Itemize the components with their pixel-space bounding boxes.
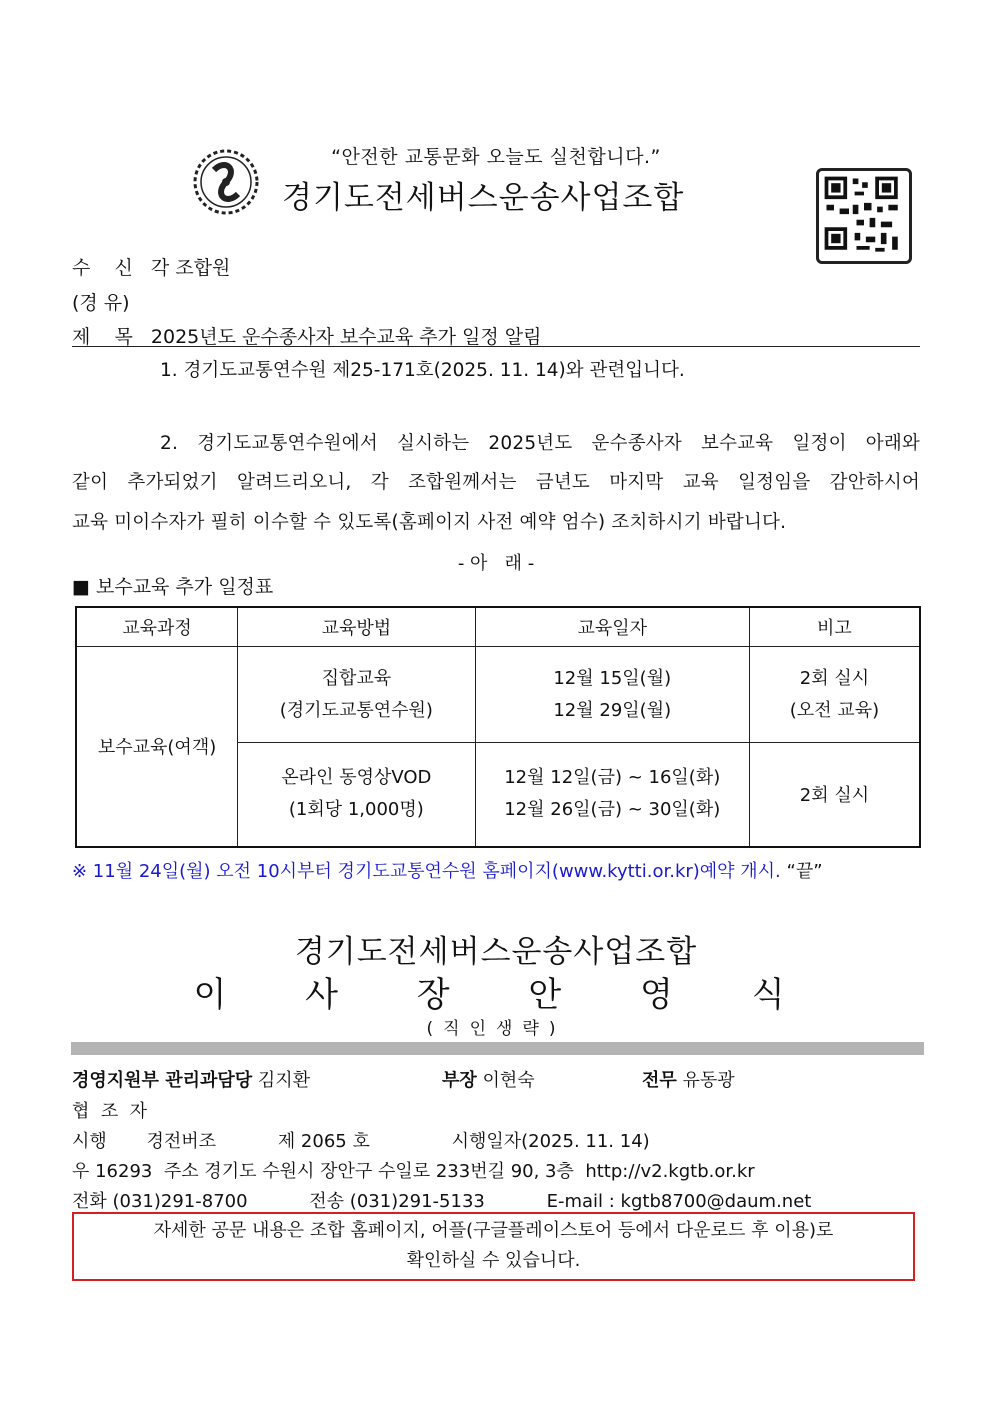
manager-role: 부장 (442, 1070, 477, 1091)
signature-title: 이 사 장 안 영 식 (193, 975, 819, 1015)
qr-code[interactable] (816, 168, 912, 264)
enforce-date: 시행일자(2025. 11. 14) (451, 1131, 650, 1152)
enforce-dept: 경전버조 (146, 1131, 217, 1152)
course-cell: 보수교육(여객) (76, 647, 238, 847)
via-label: (경 유) (72, 292, 130, 314)
manager-name: 이현숙 (482, 1070, 535, 1091)
method-cell (238, 743, 475, 847)
union-logo (192, 148, 260, 216)
seal-omitted: (직인생략) (426, 1019, 566, 1039)
note-line: (오전 교육) (789, 699, 880, 721)
below-heading: - 아 래 - (457, 553, 535, 574)
box-line: 확인하실 수 있습니다. (406, 1250, 581, 1271)
director-role: 전무 (642, 1070, 677, 1091)
fax: 전송 (031)291-5133 (309, 1191, 485, 1212)
reservation-notice (72, 857, 823, 883)
subject-text: 2025년도 운수종사자 보수교육 추가 일정 알림 (150, 326, 542, 348)
doc-number: 제 2065 호 (277, 1131, 370, 1152)
recipient-value: 각 조합원 (150, 257, 231, 279)
schedule-table (75, 606, 921, 848)
body-item-2-line-1: 2. 경기도교통연수원에서 실시하는 2025년도 운수종사자 보수교육 일정이 아래와 (160, 433, 920, 454)
cooperator-label: 협 조 자 (72, 1101, 148, 1122)
address-line: 우 16293 주소 경기도 수원시 장안구 수일로 233번길 90, 3층 http://v2.kgtb.or.kr (72, 1161, 755, 1182)
end-mark: “끝” (786, 861, 823, 882)
org-title: 경기도전세버스운송사업조합 (282, 180, 685, 216)
note-cell (749, 647, 920, 743)
date-line: 12월 12일(금) ~ 16일(화) (504, 767, 721, 789)
slogan: “안전한 교통문화 오늘도 실천합니다.” (331, 146, 661, 168)
drafter-role: 경영지원부 관리과담당 (72, 1070, 253, 1091)
method-cell (238, 647, 475, 743)
table-header: 교육방법 (238, 607, 475, 647)
note-cell: 2회 실시 (749, 743, 920, 847)
recipient-label: 수 신 (72, 257, 133, 279)
notice-text: ※ 11월 24일(월) 오전 10시부터 경기도교통연수원 홈페이지(www.kytti.or.kr)예약 개시. (72, 861, 781, 882)
enforce-label: 시행 (72, 1131, 107, 1152)
table-header: 교육과정 (76, 607, 238, 647)
table-header: 교육일자 (475, 607, 749, 647)
table-header: 비고 (749, 607, 920, 647)
body-item-2-line-2: 같이 추가되었기 알려드리오니, 각 조합원께서는 금년도 마지막 교육 일정임을 감안하시어 (72, 472, 920, 493)
schedule-title: ■ 보수교육 추가 일정표 (72, 576, 274, 598)
email-link[interactable]: E-mail : kgtb8700@daum.net (546, 1191, 812, 1212)
table-row (76, 647, 920, 743)
method-line: (경기도교통연수원) (279, 699, 433, 721)
date-line: 12월 15일(월) (553, 667, 672, 689)
director-name: 유동광 (682, 1070, 735, 1091)
drafter-name: 김지환 (257, 1070, 311, 1091)
homepage-notice-box (72, 1212, 915, 1281)
table-header-row (76, 607, 920, 647)
signature-org: 경기도전세버스운송사업조합 (294, 934, 698, 970)
method-line: 온라인 동영상VOD (281, 767, 432, 789)
divider-bar (71, 1042, 924, 1055)
subject-underline (72, 346, 920, 347)
date-line: 12월 29일(월) (553, 699, 672, 721)
method-line: (1회당 1,000명) (288, 799, 424, 821)
body-item-2-line-3: 교육 미이수자가 필히 이수할 수 있도록(홈페이지 사전 예약 엄수) 조치하시기 바랍니다. (72, 512, 787, 533)
body-item-1: 1. 경기도교통연수원 제25-171호(2025. 11. 14)와 관련입니다. (160, 360, 685, 381)
date-line: 12월 26일(금) ~ 30일(화) (504, 799, 721, 821)
box-line: 자세한 공문 내용은 조합 홈페이지, 어플(구글플레이스토어 등에서 다운로드 후 이용)로 (153, 1220, 834, 1241)
date-cell (475, 647, 749, 743)
method-line: 집합교육 (321, 667, 392, 689)
subject-label: 제 목 (72, 326, 133, 348)
date-cell (475, 743, 749, 847)
note-line: 2회 실시 (799, 667, 870, 689)
phone: 전화 (031)291-8700 (72, 1191, 248, 1212)
